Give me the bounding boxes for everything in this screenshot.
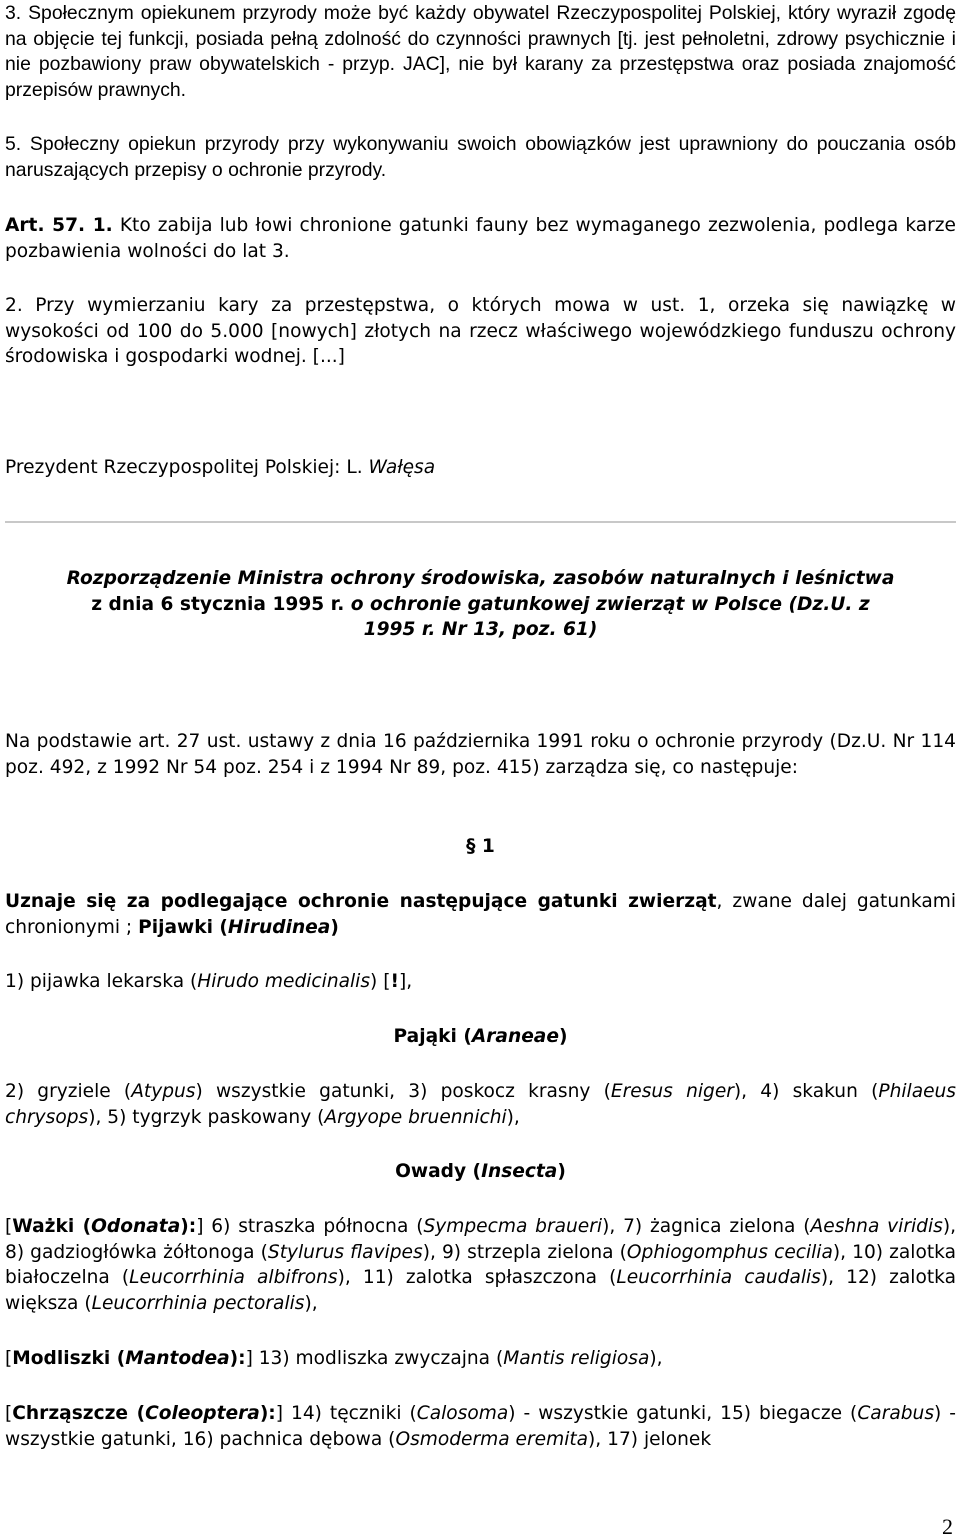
section-1-marker: § 1 [466, 836, 495, 857]
horizontal-divider [5, 521, 956, 523]
article-57-paragraph-2 [5, 293, 956, 370]
pajaki-heading: Pająki (Araneae) [393, 1026, 568, 1047]
signature-name: Wałęsa [368, 457, 436, 478]
odonata-heading: Ważki (Odonata): [12, 1216, 197, 1237]
species-latin: Sympecma braueri [423, 1216, 603, 1237]
species-latin: Atypus [131, 1081, 196, 1102]
owady-latin: Insecta [481, 1161, 558, 1182]
species-latin: Osmoderma eremita [395, 1428, 589, 1450]
article-57-label: Art. 57. 1. [5, 215, 113, 236]
mantodea-heading: Modliszki (Mantodea): [12, 1348, 246, 1369]
dragonflies-list: [Ważki (Odonata):] 6) straszka północna (Sympecma braueri), 7) żagnica zielona (Aeshna viridis), 8) gadziogłówka żółtonoga (Stylurus flavipes), 9) strzepla zielona (Ophiogomphus cecilia), 10) zalotka białoczelna (Leucorrhinia albifrons), 11) zalotka spłaszczona (Leucorrhinia caudalis), 12) zalotka większa (Leucorrhinia pectoralis), [5, 1216, 956, 1314]
spiders-list: 2) gryziele (Atypus) wszystkie gatunki, 3) poskocz krasny (Eresus niger), 4) skakun (Philaeus chrysops), 5) tygrzyk paskowany (Argyope bruennichi), [5, 1081, 956, 1128]
species-latin: Calosoma [416, 1403, 509, 1424]
species-latin: Leucorrhinia pectoralis [91, 1292, 305, 1314]
regulation-title [5, 566, 956, 643]
species-item-1: 1) pijawka lekarska (Hirudo medicinalis) [!], [5, 971, 413, 992]
mantodea-list: [Modliszki (Mantodea):] 13) modliszka zwyczajna (Mantis religiosa), [5, 1348, 663, 1369]
owady-heading: Owady (Insecta) [395, 1161, 566, 1182]
regulation-title-line-1: Rozporządzenie Ministra ochrony środowiska, zasobów naturalnych i leśnictwa [66, 568, 895, 589]
intro-item-3-text: 3. Społecznym opiekunem przyrody może być każdy obywatel Rzeczypospolitej Polskiej, który wyraził zgodę na objęcie tej funkcji, posiada pełną zdolność do czynności prawnych [tj. jest pełnoletni, zdrowy psychicznie i nie pozbawiony praw obywatelskich - przyp. JAC], nie był karany za przestępstwa oraz posiada znajomość przepisów prawnych. [5, 2, 956, 101]
species-latin: Stylurus flavipes [267, 1241, 423, 1263]
section-1-lead-bold: Uznaje się za podlegające ochronie następujące gatunki zwierząt [5, 891, 717, 912]
president-signature [5, 455, 956, 481]
species-latin: Eresus niger [610, 1081, 734, 1102]
section-1-heading [5, 834, 956, 860]
pijawki-latin: Hirudinea [227, 916, 331, 938]
pajaki-latin: Araneae [471, 1026, 559, 1047]
species-latin: Leucorrhinia albifrons [129, 1267, 338, 1288]
species-latin: Leucorrhinia caudalis [616, 1267, 821, 1288]
article-57-paragraph-1-text: Kto zabija lub łowi chronione gatunki fauny bez wymaganego zezwolenia, podlega karze pozbawienia wolności do lat 3. [5, 215, 956, 262]
article-57-paragraph-1 [5, 213, 956, 264]
section-1-lead [5, 889, 956, 940]
species-latin: Philaeus chrysops [5, 1081, 956, 1128]
species-latin: Carabus [857, 1403, 935, 1424]
signature-prefix: Prezydent Rzeczypospolitej Polskiej: L. [5, 457, 369, 478]
coleoptera-heading: Chrząszcze (Coleoptera): [12, 1403, 276, 1424]
regulation-title-date: z dnia 6 stycznia 1995 r. [91, 593, 345, 615]
intro-item-5-text: 5. Społeczny opiekun przyrody przy wykonywaniu swoich obowiązków jest uprawniony do pouczania osób naruszających przepisy o ochronie przyrody. [5, 133, 956, 181]
pijawki-heading: Pijawki (Hirudinea) [138, 916, 339, 938]
regulation-title-line-3: 1995 r. Nr 13, poz. 61) [363, 619, 598, 640]
species-latin: Ophiogomphus cecilia [626, 1241, 833, 1263]
intro-item-3 [5, 1, 956, 103]
section-1-lead-rest: , zwane dalej gatunkami chronionymi ; [5, 891, 956, 938]
article-57-paragraph-2-text: 2. Przy wymierzaniu kary za przestępstwa, o których mowa w ust. 1, orzeka się nawiązkę w wysokości od 100 do 5.000 [nowych] złotych na rzecz właściwego wojewódzkiego funduszu ochrony środowiska i gospodarki wodnej. [...] [5, 295, 956, 367]
legal-basis [5, 729, 956, 780]
species-latin: Argyope bruennichi [324, 1106, 507, 1128]
species-latin: Hirudo medicinalis [197, 971, 371, 992]
intro-item-5 [5, 132, 956, 183]
regulation-title-subject: o ochronie gatunkowej zwierząt w Polsce (Dz.U. z [344, 593, 870, 615]
legal-basis-text: Na podstawie art. 27 ust. ustawy z dnia 16 października 1991 roku o ochronie przyrody (Dz.U. Nr 114 poz. 492, z 1992 Nr 54 poz. 254 i z 1994 Nr 89, poz. 415) zarządza się, co następuje: [5, 731, 956, 778]
species-latin: Mantis religiosa [503, 1348, 650, 1369]
species-latin: Aeshna viridis [810, 1216, 943, 1237]
beetles-list: [Chrząszcze (Coleoptera):] 14) tęczniki (Calosoma) - wszystkie gatunki, 15) biegacze (Carabus) - wszystkie gatunki, 16) pachnica dębowa (Osmoderma eremita), 17) jelonek [5, 1403, 956, 1450]
page-number: 2 [942, 1514, 953, 1539]
